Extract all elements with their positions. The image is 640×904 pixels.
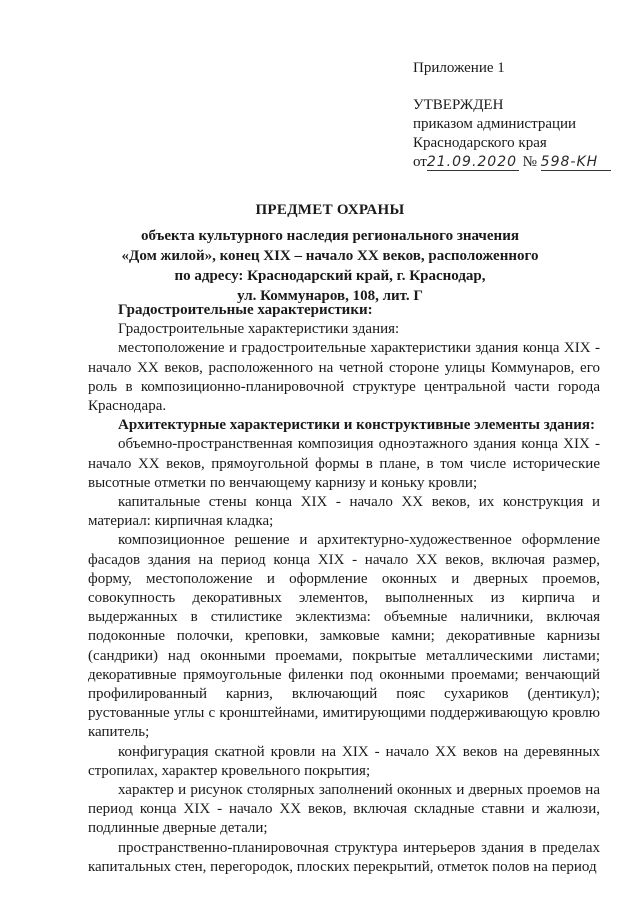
paragraph: капитальные стены конца XIX - начало XX веков, их конструкция и материал: кирпичная кладка; — [88, 494, 600, 530]
title-line-3: по адресу: Краснодарский край, г. Краснодар, — [174, 268, 486, 284]
paragraph: местоположение и градостроительные характеристики здания конца XIX - начало XX веков, расположенного на четной стороне улицы Коммунаров, его роль в композиционно-планировочной структуре центральной части города Краснодара. — [88, 340, 600, 415]
document-body — [88, 301, 600, 877]
paragraph: конфигурация скатной кровли на XIX - начало XX веков на деревянных стропилах, характер кровельного покрытия; — [88, 743, 600, 779]
approved-label: УТВЕРЖДЕН — [413, 97, 504, 113]
approval-line-1: приказом администрации — [413, 116, 577, 132]
handwritten-date: 21.09.2020 — [426, 154, 518, 170]
paragraph: характер и рисунок столярных заполнений оконных и дверных проемов на период конца XIX - начало XX веков, включая складные ставни и жалюзи, подлинные дверные детали; — [88, 782, 600, 837]
approval-line-2: Краснодарского края — [413, 135, 547, 151]
title-heading: ПРЕДМЕТ ОХРАНЫ — [255, 202, 405, 218]
section-heading-urban: Градостроительные характеристики: — [118, 302, 373, 318]
from-prefix: от — [413, 154, 427, 170]
annex-label: Приложение 1 — [413, 60, 505, 76]
approval-block — [413, 59, 628, 172]
section-heading-architecture: Архитектурные характеристики и конструктивные элементы здания: — [118, 417, 595, 434]
number-label: № — [522, 154, 537, 170]
title-line-4: ул. Коммунаров, 108, лит. Г — [237, 288, 423, 304]
paragraph: композиционное решение и архитектурно-художественное оформление фасадов здания на период конца XIX - начало XX веков, включая размер, форму, местоположение и оформление оконных и дверных проемов, совокупность декоративных элементов, выполненных из кирпича и выдержанных в стилистике эклектизма: объемные наличники, включая подоконные полочки, креповки, замковые камни; декоративные карнизы (сандрики) над оконными проемами, покрытые металлическими листами; декоративные прямоугольные филенки под оконными проемами; венчающий профилированный карниз, включающий пояс сухариков (дентикул); рустованные углы с кронштейнами, имитирующими поддерживающую кровлю капитель; — [88, 532, 600, 741]
document-title — [60, 200, 600, 306]
paragraph: Градостроительные характеристики здания: — [118, 321, 400, 338]
approval-date-number-line — [413, 153, 628, 172]
title-line-2: «Дом жилой», конец XIX – начало XX веков, расположенного — [121, 248, 539, 264]
title-line-1: объекта культурного наследия регионального значения — [141, 228, 519, 244]
paragraph: объемно-пространственная композиция одноэтажного здания конца XIX - начало XX веков, прямоугольной формы в плане, в том числе исторические высотные отметки по венчающему карнизу и коньку кровли; — [88, 436, 600, 491]
paragraph: пространственно-планировочная структура интерьеров здания в пределах капитальных стен, перегородок, плоских перекрытий, отметок полов на период — [88, 839, 600, 875]
handwritten-number: 598-KH — [541, 155, 611, 171]
